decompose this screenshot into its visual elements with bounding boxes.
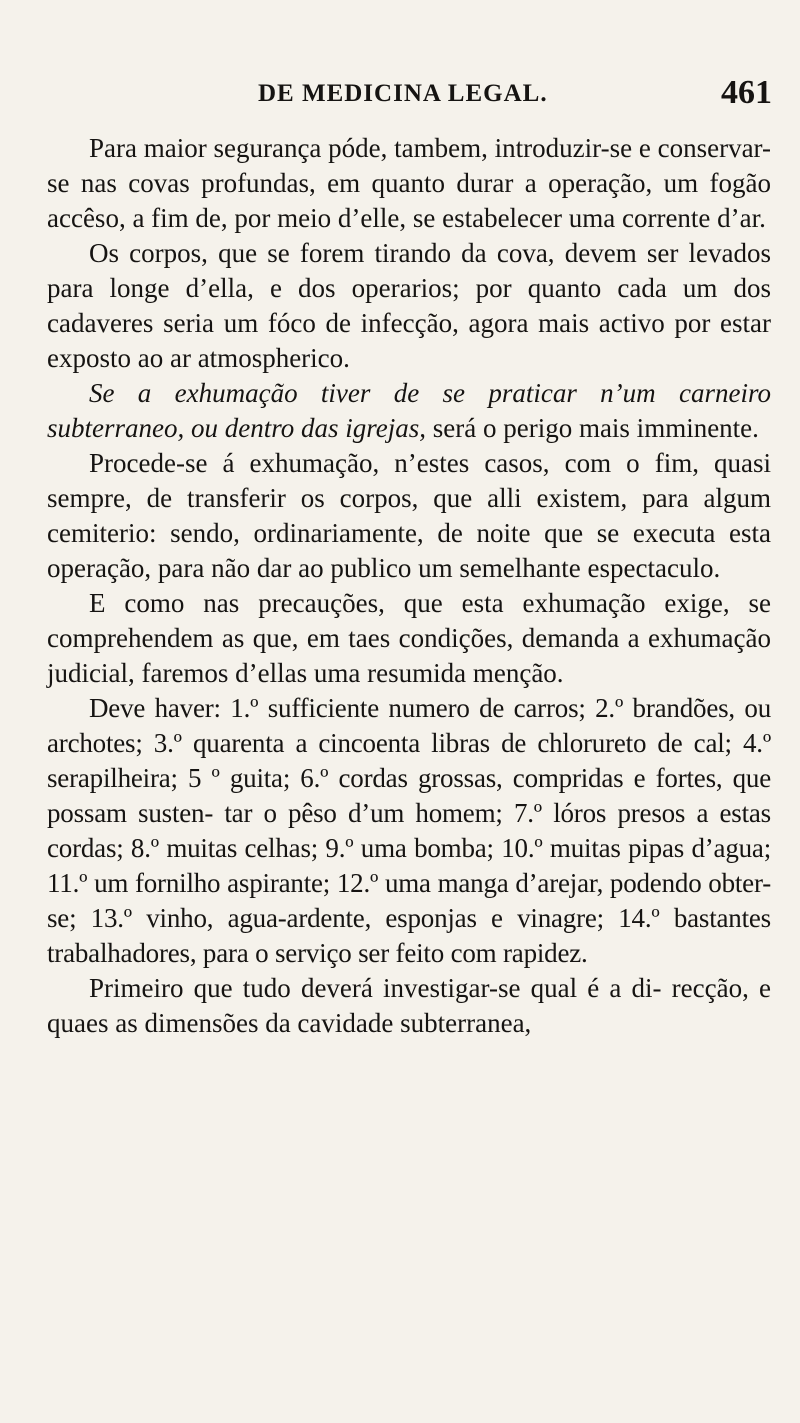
running-head: DE MEDICINA LEGAL. xyxy=(258,80,548,107)
page-number: 461 xyxy=(721,74,772,111)
paragraph-3-text: será o perigo mais imminente. xyxy=(426,413,759,443)
paragraph-4-text: Procede-se á exhumação, n’estes casos, com o fim, quasi sempre, de transferir os corpos, que alli existem, para algum cemiterio: sendo, ordinariamente, de noite que se executa esta operação, para não dar ao publico um semelhante espectaculo. xyxy=(47,448,771,583)
paragraph-4 xyxy=(47,446,771,586)
paragraph-2-text: Os corpos, que se forem tirando da cova, devem ser levados para longe d’ella, e dos operarios; por quanto cada um dos cadaveres seria um fóco de infecção, agora mais activo por estar exposto ao ar atmospherico. xyxy=(47,238,771,373)
paragraph-7-text: Primeiro que tudo deverá investigar-se qual é a di- recção, e quaes as dimensões da cavidade subterranea, xyxy=(47,973,771,1038)
paragraph-5 xyxy=(47,586,771,691)
paragraph-7 xyxy=(47,971,771,1041)
paragraph-1-text: Para maior segurança póde, tambem, introduzir-se e conservar-se nas covas profundas, em quanto durar a operação, um fogão accêso, a fim de, por meio d’elle, se estabelecer uma corrente d’ar. xyxy=(47,133,771,233)
paragraph-3-italic-text: Se a exhumação tiver de se praticar n’um carneiro subterraneo, ou dentro das igrejas, xyxy=(47,378,771,443)
paragraph-6-text: Deve haver: 1.º sufficiente numero de carros; 2.º brandões, ou archotes; 3.º quarenta a cincoenta libras de chlorureto de cal; 4.º serapilheira; 5 º guita; 6.º cordas grossas, compridas e fortes, que possam susten- tar o pêso d’um homem; 7.º lóros presos a estas cordas; 8.º muitas celhas; 9.º uma bomba; 10.º muitas pipas d’agua; 11.º um fornilho aspirante; 12.º uma manga d’arejar, podendo obter-se; 13.º vinho, agua-ardente, esponjas e vinagre; 14.º bastantes trabalhadores, para o serviço ser feito com rapidez. xyxy=(47,693,771,968)
body-text xyxy=(47,131,771,1041)
paragraph-5-text: E como nas precauções, que esta exhumação exige, se comprehendem as que, em taes condições, demanda a exhumação judicial, faremos d’ellas uma resumida menção. xyxy=(47,588,771,688)
paragraph-2 xyxy=(47,236,771,376)
page-header xyxy=(258,74,772,114)
paragraph-1 xyxy=(47,131,771,236)
paragraph-3 xyxy=(47,376,771,446)
paragraph-6 xyxy=(47,691,771,971)
